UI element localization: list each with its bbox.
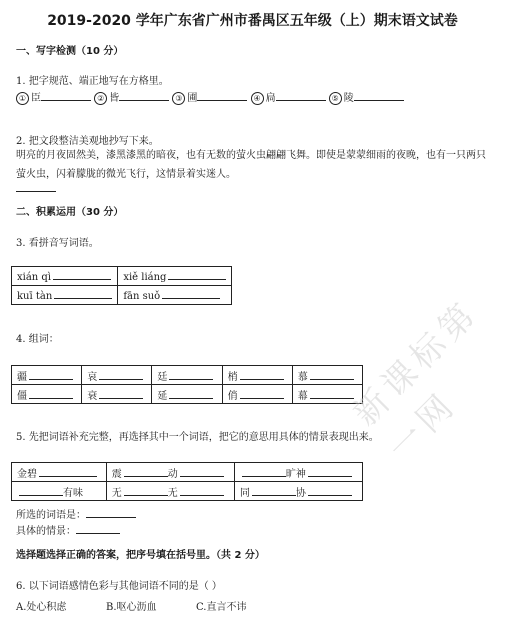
word-char: 慕	[297, 371, 308, 383]
table-row	[12, 366, 363, 385]
idiom-cell[interactable]	[234, 463, 362, 482]
multiple-choice-heading: 选择题选择正确的答案，把序号填在括号里。（共 2 分）	[16, 550, 265, 561]
q1-item	[16, 93, 91, 104]
q1-item	[251, 93, 326, 104]
answer-blank[interactable]	[76, 523, 120, 534]
idiom-part: 有味	[63, 487, 83, 499]
idiom-part: 金碧	[17, 468, 37, 480]
answer-blank[interactable]	[86, 507, 136, 518]
idiom-part: 无	[111, 487, 122, 499]
answer-blank[interactable]	[119, 90, 169, 101]
q1-item-char: 皆	[109, 93, 120, 104]
q1-prompt: 1. 把字规范、端正地写在方格里。	[16, 76, 169, 87]
q4-word-table	[11, 365, 363, 404]
scene-label: 具体的情景：	[16, 526, 76, 537]
table-row	[12, 286, 232, 305]
word-cell[interactable]	[12, 385, 82, 404]
q1-item-number: ④	[251, 92, 264, 105]
section-writing-heading: 一、写字检测（10 分）	[16, 46, 124, 57]
word-char: 衰	[87, 390, 98, 402]
answer-blank[interactable]	[240, 389, 284, 399]
answer-blank[interactable]	[168, 270, 226, 280]
answer-blank[interactable]	[308, 467, 352, 477]
q1-items	[16, 89, 404, 105]
answer-blank[interactable]	[99, 370, 143, 380]
idiom-cell[interactable]	[12, 482, 107, 501]
q3-pinyin-table	[11, 266, 232, 305]
idiom-cell[interactable]	[106, 482, 234, 501]
answer-blank[interactable]	[124, 486, 168, 496]
idiom-part: 协	[295, 487, 306, 499]
q6-option-a[interactable]: A.处心积虑	[16, 602, 67, 613]
table-row	[12, 385, 363, 404]
q1-item-char: 臣	[31, 93, 41, 104]
answer-blank[interactable]	[29, 389, 73, 399]
q1-item-char: 扃	[265, 93, 276, 104]
q6-option-c[interactable]: C.直言不讳	[196, 602, 247, 613]
q6-prompt: 6. 以下词语感情色彩与其他词语不同的是（ ）	[16, 581, 222, 592]
word-char: 俏	[227, 390, 238, 402]
word-cell[interactable]	[12, 366, 82, 385]
q5-prompt: 5. 先把词语补充完整，再选择其中一个词语，把它的意思用具体的情景表现出来。	[16, 432, 379, 443]
idiom-part: 同	[239, 487, 250, 499]
word-cell[interactable]	[82, 366, 152, 385]
answer-blank[interactable]	[308, 486, 352, 496]
q1-item	[172, 93, 247, 104]
answer-blank[interactable]	[169, 370, 213, 380]
q2-passage	[16, 146, 505, 184]
idiom-cell[interactable]	[12, 463, 107, 482]
q1-item-number: ①	[16, 92, 29, 105]
answer-blank[interactable]	[354, 90, 404, 101]
q1-item-number: ③	[172, 92, 185, 105]
q2-passage-line: 萤火虫，闪着朦胧的微光飞行，这情景着实迷人。	[16, 169, 236, 180]
answer-blank[interactable]	[180, 486, 224, 496]
word-cell[interactable]	[292, 366, 362, 385]
answer-blank[interactable]	[19, 486, 63, 496]
answer-blank[interactable]	[242, 467, 286, 477]
word-char: 幕	[297, 390, 308, 402]
q5-idiom-table	[11, 462, 363, 501]
answer-blank[interactable]	[41, 90, 91, 101]
word-cell[interactable]	[152, 385, 222, 404]
answer-blank[interactable]	[310, 370, 354, 380]
pinyin-text: xián qì	[17, 271, 52, 283]
pinyin-cell[interactable]	[12, 267, 118, 286]
scene-line	[16, 522, 120, 537]
pinyin-text: fān suǒ	[123, 290, 161, 302]
q6-option-b[interactable]: B.呕心沥血	[106, 602, 157, 613]
chosen-word-line	[16, 506, 136, 521]
answer-blank[interactable]	[240, 370, 284, 380]
q1-item-char: 圃	[187, 93, 198, 104]
answer-blank[interactable]	[276, 90, 326, 101]
answer-blank[interactable]	[39, 467, 97, 477]
pinyin-cell[interactable]	[118, 267, 232, 286]
answer-blank[interactable]	[169, 389, 213, 399]
q2-passage-line: 明亮的月夜固然美，漆黑漆黑的暗夜，也有无数的萤火虫翩翩飞舞。即使是蒙蒙细雨的夜晚，也有一只两只	[16, 150, 486, 161]
answer-blank[interactable]	[197, 90, 247, 101]
q3-prompt: 3. 看拼音写词语。	[16, 238, 99, 249]
q1-item	[94, 93, 169, 104]
word-char: 僵	[17, 390, 27, 402]
word-cell[interactable]	[222, 385, 292, 404]
word-cell[interactable]	[152, 366, 222, 385]
q1-item-number: ⑤	[329, 92, 342, 105]
answer-blank[interactable]	[162, 289, 220, 299]
pinyin-text: kuī tàn	[17, 290, 53, 302]
word-char: 廷	[157, 371, 168, 383]
word-char: 梢	[227, 371, 238, 383]
q1-item	[329, 93, 404, 104]
answer-blank[interactable]	[180, 467, 224, 477]
word-cell[interactable]	[222, 366, 292, 385]
answer-blank[interactable]	[252, 486, 296, 496]
chosen-word-label: 所选的词语是：	[16, 510, 86, 521]
section-accumulation-heading: 二、积累运用（30 分）	[16, 207, 124, 218]
idiom-part: 旷神	[285, 468, 306, 480]
pinyin-text: xiě liáng	[123, 271, 167, 283]
idiom-part: 无	[167, 487, 178, 499]
q1-item-number: ②	[94, 92, 107, 105]
idiom-cell[interactable]	[106, 463, 234, 482]
table-row	[12, 482, 363, 501]
answer-blank[interactable]	[124, 467, 168, 477]
table-row	[12, 267, 232, 286]
idiom-part: 动	[167, 468, 178, 480]
answer-blank[interactable]	[99, 389, 143, 399]
copy-answer-blank[interactable]	[16, 181, 56, 192]
word-char: 延	[157, 390, 168, 402]
exam-title: 2019-2020 学年广东省广州市番禺区五年级（上）期末语文试卷	[47, 13, 458, 29]
word-char: 疆	[17, 371, 27, 383]
idiom-part: 震	[111, 468, 122, 480]
idiom-cell[interactable]	[234, 482, 362, 501]
word-char: 哀	[87, 371, 98, 383]
answer-blank[interactable]	[54, 289, 112, 299]
answer-blank[interactable]	[29, 370, 73, 380]
table-row	[12, 463, 363, 482]
pinyin-cell[interactable]	[118, 286, 232, 305]
q4-prompt: 4. 组词：	[16, 334, 59, 345]
watermark: 新课标第一网	[345, 292, 488, 469]
q2-prompt: 2. 把文段整洁美观地抄写下来。	[16, 136, 159, 147]
answer-blank[interactable]	[53, 270, 111, 280]
q1-item-char: 陵	[343, 93, 354, 104]
word-cell[interactable]	[82, 385, 152, 404]
pinyin-cell[interactable]	[12, 286, 118, 305]
